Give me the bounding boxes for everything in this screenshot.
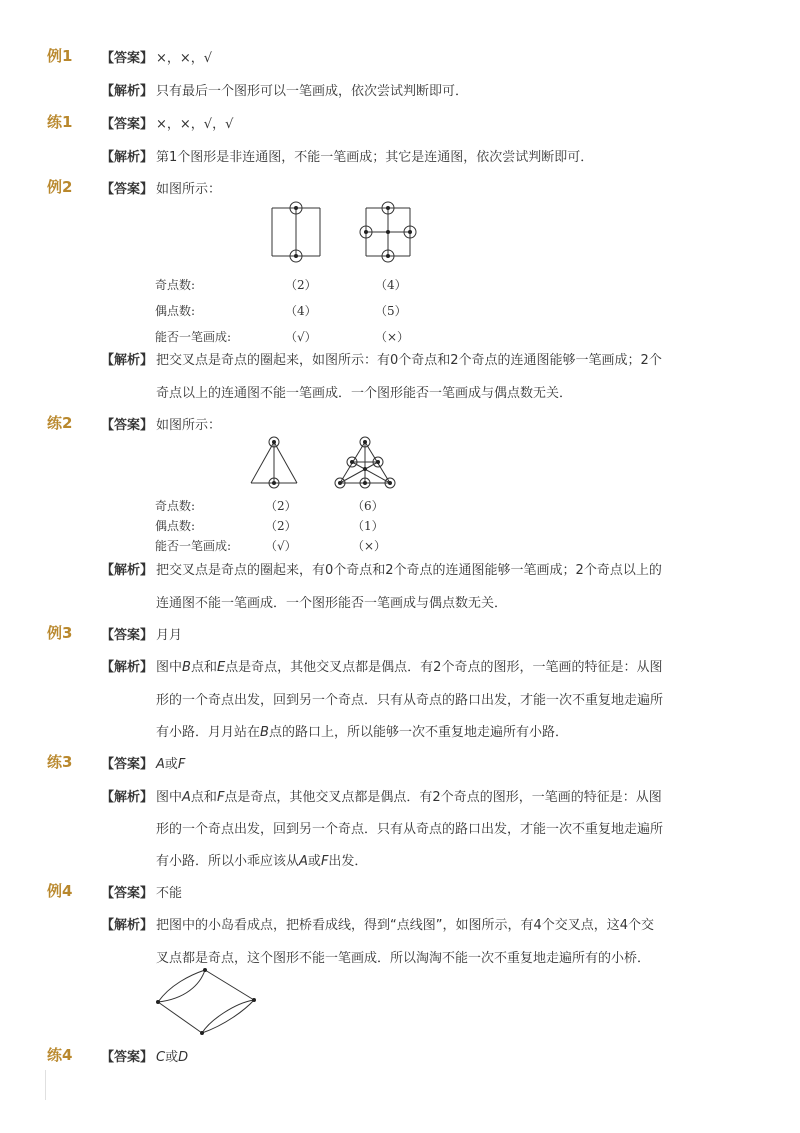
example-4-analysis-line: 叉点都是奇点，这个图形不能一笔画成．所以淘淘不能一次不重复地走遍所有的小桥． [156, 951, 651, 966]
table-cell: （√） [265, 539, 297, 553]
example-2-analysis-line: 奇点以上的连通图不能一笔画成．一个图形能否一笔画成与偶点数无关． [156, 386, 573, 401]
analysis-tag: 【解析】 [101, 563, 154, 578]
label-practice-2: 练2 [47, 414, 73, 432]
example-1-analysis: 只有最后一个图形可以一笔画成，依次尝试判断即可． [156, 84, 469, 99]
example-2-figure-grid [352, 198, 422, 264]
label-practice-1: 练1 [47, 113, 73, 131]
answer-tag: 【答案】 [101, 418, 154, 433]
analysis-tag: 【解析】 [101, 150, 154, 165]
label-example-1: 例1 [47, 47, 73, 65]
example-2-figure-rectangle [262, 198, 332, 264]
practice-2-analysis-line: 连通图不能一笔画成．一个图形能否一笔画成与偶点数无关． [156, 596, 508, 611]
example-3-analysis-line: 形的一个奇点出发，回到另一个奇点．只有从奇点的路口出发，才能一次不重复地走遍所 [156, 693, 664, 708]
answer-tag: 【答案】 [101, 51, 154, 66]
label-practice-4: 练4 [47, 1046, 73, 1064]
table-row-label: 奇点数: [155, 499, 196, 513]
answer-tag: 【答案】 [101, 628, 154, 643]
analysis-tag: 【解析】 [101, 790, 154, 805]
example-2-answer: 如图所示： [156, 182, 222, 197]
practice-3-analysis-line: 有小路．所以小乖应该从A或F出发． [156, 854, 368, 869]
table-cell: （2） [285, 278, 317, 292]
label-example-2: 例2 [47, 178, 73, 196]
analysis-tag: 【解析】 [101, 353, 154, 368]
practice-2-analysis-line: 把交叉点是奇点的圈起来，有0个奇点和2个奇点的连通图能够一笔画成；2个奇点以上的 [156, 563, 662, 578]
practice-2-answer: 如图所示： [156, 418, 222, 433]
example-3-analysis-line: 图中B点和E点是奇点，其他交叉点都是偶点．有2个奇点的图形，一笔画的特征是：从图 [156, 660, 663, 675]
example-3-analysis-line: 有小路．月月站在B点的路口上，所以能够一次不重复地走遍所有小路． [156, 725, 568, 740]
practice-3-analysis-line: 图中A点和F点是奇点，其他交叉点都是偶点．有2个奇点的图形，一笔画的特征是：从图 [156, 790, 662, 805]
example-4-analysis-line: 把图中的小岛看成点，把桥看成线，得到“点线图”，如图所示，有4个交叉点，这4个交 [156, 918, 655, 933]
label-practice-3: 练3 [47, 753, 73, 771]
example-4-answer: 不能 [156, 886, 183, 901]
table-cell: （6） [352, 499, 384, 513]
practice-3-analysis-line: 形的一个奇点出发，回到另一个奇点．只有从奇点的路口出发，才能一次不重复地走遍所 [156, 822, 664, 837]
analysis-tag: 【解析】 [101, 84, 154, 99]
table-cell: （2） [265, 519, 297, 533]
table-cell: （×） [352, 539, 387, 553]
example-1-answer: ×，×，√ [156, 51, 213, 66]
example-3-answer: 月月 [156, 628, 183, 643]
table-row-label: 奇点数: [155, 278, 196, 292]
answer-tag: 【答案】 [101, 1050, 154, 1065]
analysis-tag: 【解析】 [101, 918, 154, 933]
answer-tag: 【答案】 [101, 182, 154, 197]
answer-tag: 【答案】 [101, 117, 154, 132]
practice-3-answer: A或F [156, 757, 186, 772]
example-4-figure-bridge-graph [150, 965, 262, 1037]
table-row-label: 偶点数: [155, 304, 196, 318]
answer-tag: 【答案】 [101, 886, 154, 901]
practice-1-analysis: 第1个图形是非连通图，不能一笔画成；其它是连通图，依次尝试判断即可． [156, 150, 594, 165]
practice-2-figure-triangle [246, 434, 306, 490]
practice-1-answer: ×，×，√，√ [156, 117, 234, 132]
answer-tag: 【答案】 [101, 757, 154, 772]
table-cell: （5） [375, 304, 407, 318]
label-example-4: 例4 [47, 882, 73, 900]
page-divider [45, 1070, 46, 1100]
table-row-label: 能否一笔画成: [155, 330, 232, 344]
label-example-3: 例3 [47, 624, 73, 642]
practice-2-figure-star-triangle [330, 434, 400, 490]
table-row-label: 能否一笔画成: [155, 539, 232, 553]
table-cell: （1） [352, 519, 384, 533]
example-2-analysis-line: 把交叉点是奇点的圈起来，如图所示：有0个奇点和2个奇点的连通图能够一笔画成；2个 [156, 353, 662, 368]
table-cell: （4） [375, 278, 407, 292]
table-cell: （√） [285, 330, 317, 344]
table-cell: （×） [375, 330, 410, 344]
table-cell: （4） [285, 304, 317, 318]
analysis-tag: 【解析】 [101, 660, 154, 675]
table-cell: （2） [265, 499, 297, 513]
table-row-label: 偶点数: [155, 519, 196, 533]
practice-4-answer: C或D [156, 1050, 189, 1065]
